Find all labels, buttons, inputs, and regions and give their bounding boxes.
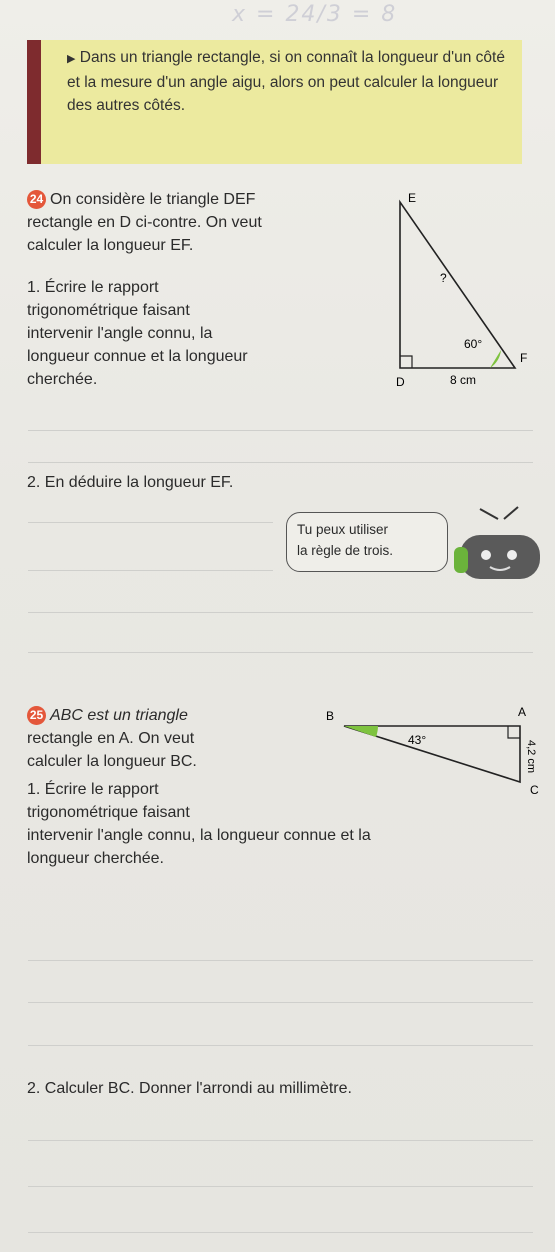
- ex24-intro: [27, 188, 347, 257]
- answer-line: [28, 1002, 533, 1003]
- tip-line2: la règle de trois.: [297, 543, 394, 558]
- bullet-icon: ▶: [67, 53, 76, 65]
- answer-line: [28, 652, 533, 653]
- ex24-q1-line4: longueur connue et la longueur: [27, 348, 248, 365]
- answer-line: [28, 1186, 533, 1187]
- ex25-q1-line3: intervenir l'angle connu, la longueur connue et la: [27, 827, 371, 844]
- ex24-badge: 24: [27, 190, 46, 209]
- tip-line1: Tu peux utiliser: [297, 522, 389, 537]
- ex24-q1-line2: trigonométrique faisant: [27, 302, 190, 319]
- rule-box: [27, 40, 522, 164]
- label-angle-43: 43°: [408, 733, 427, 747]
- label-angle-60: 60°: [464, 337, 483, 351]
- ex25-intro-line2: rectangle en A. On veut: [27, 730, 195, 747]
- answer-line: [28, 1232, 533, 1233]
- right-angle-d: [400, 356, 412, 368]
- answer-line: [28, 612, 533, 613]
- ex24-question2: 2. En déduire la longueur EF.: [27, 474, 234, 491]
- answer-line: [28, 522, 273, 523]
- ex25-intro-line3: calculer la longueur BC.: [27, 753, 197, 770]
- label-f: F: [520, 351, 528, 365]
- label-b: B: [326, 709, 335, 723]
- ex24-q1-line1: 1. Écrire le rapport: [27, 279, 159, 296]
- angle-b-marker: [344, 726, 378, 737]
- label-c: C: [530, 783, 539, 797]
- answer-line: [28, 570, 273, 571]
- ex25-intro: [27, 704, 327, 773]
- answer-line: [28, 1045, 533, 1046]
- ex24-q1-line5: cherchée.: [27, 371, 98, 388]
- label-d: D: [396, 375, 405, 389]
- ex25-question2: 2. Calculer BC. Donner l'arrondi au millimètre.: [27, 1080, 352, 1097]
- robot-mascot-icon: [450, 505, 546, 587]
- label-a: A: [518, 705, 527, 719]
- ex24-intro-line3: calculer la longueur EF.: [27, 237, 194, 254]
- rule-bar: [27, 40, 41, 164]
- answer-line: [28, 960, 533, 961]
- label-side-8cm: 8 cm: [450, 373, 477, 387]
- label-side-4-2cm: 4,2 cm: [525, 740, 537, 774]
- ex24-q1-line3: intervenir l'angle connu, la: [27, 325, 213, 342]
- label-e: E: [408, 191, 417, 205]
- ex24-question1: [27, 276, 347, 391]
- angle-f-marker: [490, 350, 501, 368]
- ex25-q1-line1: 1. Écrire le rapport: [27, 781, 159, 798]
- ex25-intro-line1: ABC est un triangle: [50, 707, 188, 724]
- answer-line: [28, 462, 533, 463]
- handwritten-calculation: x = 24/3 = 8: [232, 2, 398, 27]
- triangle-def-figure: [380, 190, 540, 400]
- ex25-q1-line2: trigonométrique faisant: [27, 804, 190, 821]
- right-angle-a: [508, 726, 520, 738]
- tip-bubble: [286, 512, 448, 572]
- ex25-q1-line4: longueur cherchée.: [27, 850, 164, 867]
- rule-text: [67, 46, 515, 117]
- answer-line: [28, 430, 533, 431]
- triangle-def: [400, 202, 515, 368]
- ex24-intro-line1: On considère le triangle DEF: [50, 191, 256, 208]
- ex25-badge: 25: [27, 706, 46, 725]
- ex24-intro-line2: rectangle en D ci-contre. On veut: [27, 214, 262, 231]
- triangle-abc-figure: [318, 704, 543, 800]
- rule-sentence: Dans un triangle rectangle, si on connaît la longueur d'un côté et la mesure d'un angle aigu, alors on peut calculer la longueur des autres côtés.: [67, 49, 505, 114]
- label-unknown: ?: [440, 271, 447, 285]
- answer-line: [28, 1140, 533, 1141]
